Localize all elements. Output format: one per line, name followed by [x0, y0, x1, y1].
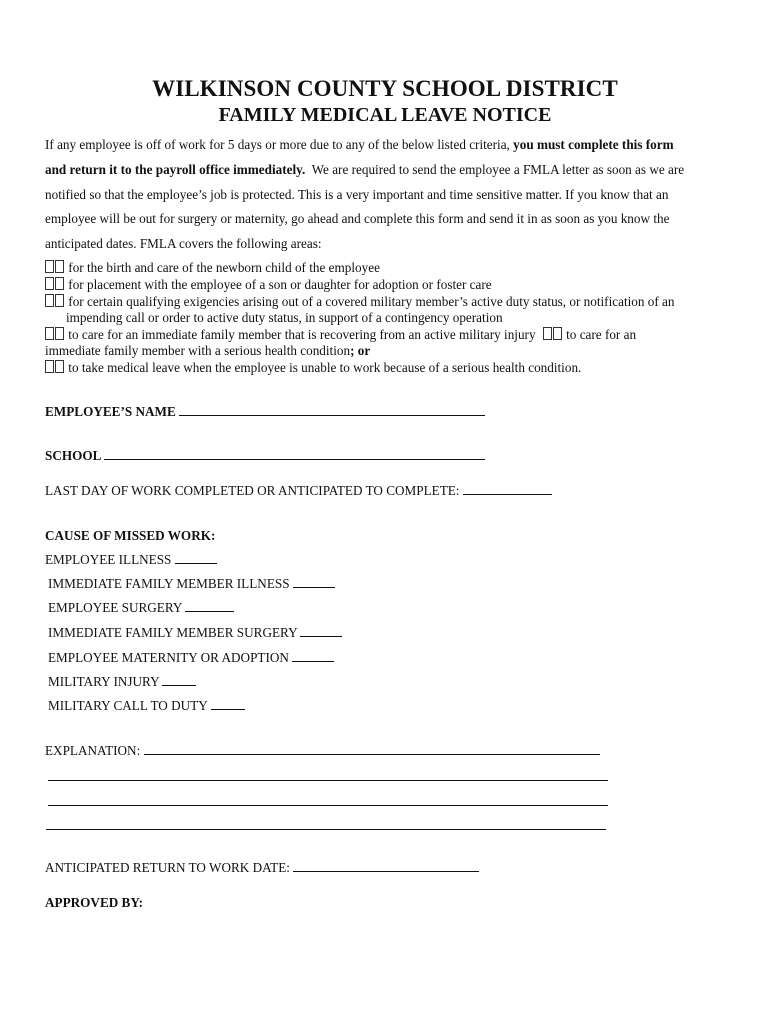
- explanation-line-4[interactable]: [46, 829, 606, 830]
- approved-by-label: APPROVED BY:: [45, 895, 144, 910]
- district-title: WILKINSON COUNTY SCHOOL DISTRICT: [152, 76, 618, 101]
- intro-line-5: anticipated dates. FMLA covers the following areas:: [45, 236, 322, 251]
- checkbox-icon[interactable]: [543, 327, 552, 340]
- intro-line-1: If any employee is off of work for 5 days or more due to any of the below listed criteria, you must complete this form: [45, 137, 674, 152]
- coverage-item-exigencies-cont: impending call or order to active duty status, in support of a contingency operation: [66, 310, 503, 325]
- checkbox-icon[interactable]: [55, 277, 64, 290]
- last-day-input[interactable]: [463, 484, 552, 495]
- cause-heading: CAUSE OF MISSED WORK:: [45, 528, 216, 543]
- checkbox-icon[interactable]: [553, 327, 562, 340]
- checkbox-icon[interactable]: [45, 360, 54, 373]
- cause-maternity-adoption-input[interactable]: [292, 651, 334, 662]
- checkbox-icon[interactable]: [55, 260, 64, 273]
- cause-family-surgery: IMMEDIATE FAMILY MEMBER SURGERY: [48, 625, 342, 641]
- checkbox-icon[interactable]: [55, 360, 64, 373]
- cause-employee-illness: EMPLOYEE ILLNESS: [45, 552, 217, 568]
- employee-name-input[interactable]: [179, 405, 485, 416]
- cause-military-call: MILITARY CALL TO DUTY: [48, 698, 245, 714]
- school-input[interactable]: [104, 449, 485, 460]
- explanation-input[interactable]: [144, 744, 600, 755]
- explanation-field: EXPLANATION:: [45, 743, 600, 759]
- return-date-input[interactable]: [293, 861, 479, 872]
- cause-family-illness: IMMEDIATE FAMILY MEMBER ILLNESS: [48, 576, 335, 592]
- last-day-field: LAST DAY OF WORK COMPLETED OR ANTICIPATED TO COMPLETE:: [45, 483, 552, 499]
- school-field: SCHOOL: [45, 448, 485, 464]
- coverage-item-birth: for the birth and care of the newborn child of the employee: [45, 260, 380, 276]
- return-date-field: ANTICIPATED RETURN TO WORK DATE:: [45, 860, 479, 876]
- checkbox-icon[interactable]: [45, 327, 54, 340]
- checkbox-icon[interactable]: [45, 260, 54, 273]
- cause-employee-surgery-input[interactable]: [185, 601, 234, 612]
- coverage-item-medical-leave: to take medical leave when the employee is unable to work because of a serious health condition.: [45, 360, 581, 376]
- cause-military-injury: MILITARY INJURY: [48, 674, 196, 690]
- explanation-line-2[interactable]: [48, 780, 608, 781]
- cause-employee-illness-input[interactable]: [175, 553, 217, 564]
- cause-family-surgery-input[interactable]: [300, 626, 342, 637]
- employee-name-field: EMPLOYEE’S NAME: [45, 404, 485, 420]
- checkbox-icon[interactable]: [45, 294, 54, 307]
- cause-family-illness-input[interactable]: [293, 577, 335, 588]
- cause-employee-surgery: EMPLOYEE SURGERY: [48, 600, 234, 616]
- intro-line-3: notified so that the employee’s job is protected. This is a very important and time sensitive matter. If you know that an: [45, 187, 669, 202]
- cause-maternity-adoption: EMPLOYEE MATERNITY OR ADOPTION: [48, 650, 334, 666]
- coverage-item-serious-condition: immediate family member with a serious health condition; or: [45, 343, 371, 358]
- intro-line-4: employee will be out for surgery or maternity, go ahead and complete this form and send it in as soon as you know the: [45, 211, 670, 226]
- checkbox-icon[interactable]: [55, 327, 64, 340]
- form-title: FAMILY MEDICAL LEAVE NOTICE: [218, 104, 552, 126]
- checkbox-icon[interactable]: [55, 294, 64, 307]
- cause-military-injury-input[interactable]: [162, 675, 196, 686]
- explanation-line-3[interactable]: [48, 805, 608, 806]
- cause-military-call-input[interactable]: [211, 699, 245, 710]
- checkbox-icon[interactable]: [45, 277, 54, 290]
- coverage-item-placement: for placement with the employee of a son or daughter for adoption or foster care: [45, 277, 492, 293]
- coverage-item-exigencies: for certain qualifying exigencies arising out of a covered military member’s active duty status, or notification of an: [45, 294, 674, 310]
- coverage-item-military-injury: to care for an immediate family member that is recovering from an active military injury to care for an: [45, 327, 636, 343]
- intro-line-2: and return it to the payroll office immediately. We are required to send the employee a FMLA letter as soon as we are: [45, 162, 685, 177]
